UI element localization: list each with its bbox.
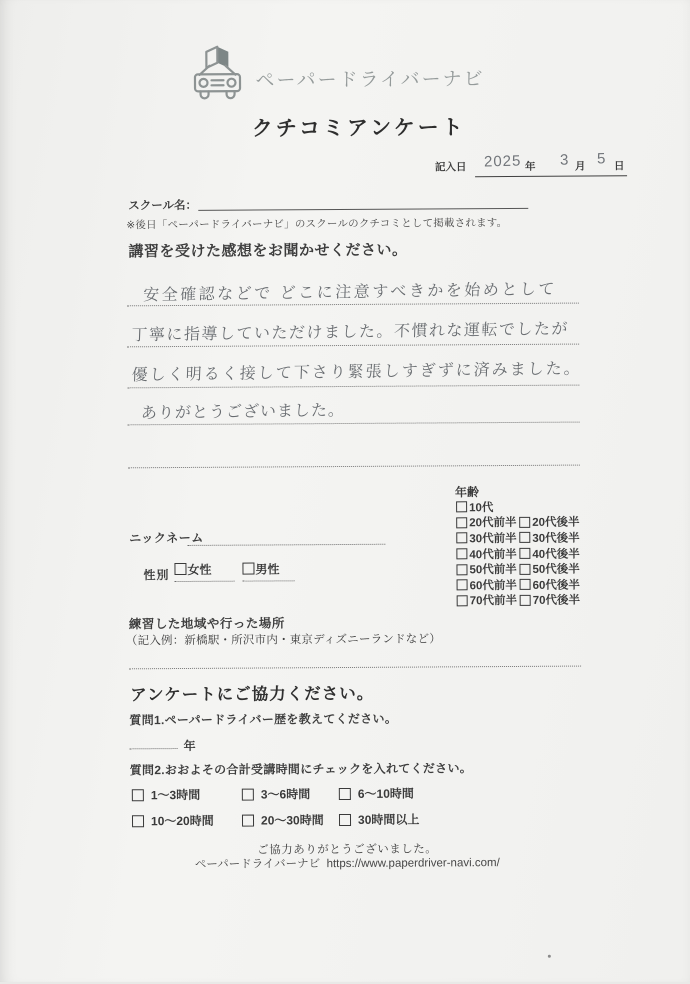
age-option-label: 50代前半 bbox=[469, 564, 517, 577]
checkbox-icon bbox=[519, 548, 530, 559]
q2-option-label: 20～30時間 bbox=[260, 813, 324, 828]
age-row bbox=[456, 561, 579, 577]
age-row bbox=[456, 545, 579, 561]
q2-option-1 bbox=[132, 786, 200, 803]
gender-option-label: 男性 bbox=[255, 562, 280, 577]
checkbox-icon bbox=[456, 548, 467, 559]
age-row bbox=[457, 577, 580, 593]
gender-label: 性別 bbox=[143, 568, 170, 583]
gender-option-male bbox=[242, 560, 294, 581]
checkbox-icon bbox=[456, 517, 467, 528]
age-row bbox=[456, 514, 579, 530]
age-label: 年齢 bbox=[454, 485, 480, 500]
q2-option-4 bbox=[132, 812, 214, 829]
handwritten-text: 優しく明るく接して下さり緊張しすぎずに済みました。 bbox=[131, 360, 582, 385]
date-month-value: 3 bbox=[559, 151, 570, 169]
footer-url: https://www.paperdriver-navi.com/ bbox=[326, 857, 500, 871]
checkbox-icon bbox=[457, 595, 468, 606]
car-book-icon bbox=[190, 43, 244, 103]
checkbox-icon bbox=[456, 533, 467, 544]
nickname-field bbox=[187, 522, 385, 546]
checkbox-icon bbox=[242, 788, 254, 800]
checkbox-icon bbox=[339, 787, 351, 799]
feedback-line-1 bbox=[127, 262, 579, 307]
q2-option-2 bbox=[242, 785, 310, 802]
date-year-value: 2025 bbox=[483, 152, 522, 171]
age-option-label: 20代前半 bbox=[469, 517, 517, 530]
checkbox-icon bbox=[456, 564, 467, 575]
age-row bbox=[457, 592, 580, 608]
brand-name: ペーパードライバーナビ bbox=[255, 69, 485, 92]
brand-logo bbox=[190, 43, 244, 103]
age-option-label: 10代 bbox=[469, 501, 494, 515]
footer-brand: ペーパードライバーナビ bbox=[194, 858, 321, 871]
handwritten-text: 安全確認などで どこに注意すべきかを始めとして bbox=[142, 281, 558, 305]
q2-option-label: 30時間以上 bbox=[357, 812, 420, 827]
date-year-suffix: 年 bbox=[524, 160, 536, 173]
gender-option-label: 女性 bbox=[187, 562, 212, 577]
checkbox-icon bbox=[519, 517, 530, 528]
feedback-line-4 bbox=[127, 381, 579, 426]
handwritten-text: 丁寧に指導していただけました。不慣れな運転でしたが bbox=[131, 320, 570, 345]
date-field bbox=[475, 148, 627, 177]
age-option-label: 30代後半 bbox=[532, 532, 580, 545]
q2-option-label: 3～6時間 bbox=[260, 787, 311, 802]
gender-option-female bbox=[174, 561, 234, 582]
checkbox-icon bbox=[520, 579, 531, 590]
school-name-field bbox=[198, 179, 528, 211]
survey-heading: アンケートにご協力ください。 bbox=[130, 684, 375, 705]
q2-option-6 bbox=[339, 811, 419, 828]
date-day-suffix: 日 bbox=[613, 160, 625, 173]
age-option-label: 40代前半 bbox=[469, 548, 517, 561]
age-option-label: 40代後半 bbox=[532, 548, 580, 561]
feedback-line-2 bbox=[127, 303, 579, 348]
footer-thanks: ご協力ありがとうございました。 bbox=[257, 843, 438, 857]
checkbox-icon bbox=[519, 532, 530, 543]
survey-q1: 質問1.ペーパードライバー歴を教えてください。 bbox=[129, 711, 398, 728]
age-row bbox=[456, 499, 579, 515]
age-checkbox-group bbox=[456, 499, 580, 609]
date-label: 記入日 bbox=[434, 161, 467, 174]
q2-option-label: 1～3時間 bbox=[150, 787, 201, 803]
practice-example: （記入例：新橋駅・所沢市内・東京ディズニーランドなど） bbox=[125, 633, 441, 648]
school-name-label: スクール名： bbox=[128, 199, 198, 213]
survey-q2: 質問2.おおよその合計受講時間にチェックを入れてください。 bbox=[129, 761, 473, 778]
checkbox-icon bbox=[519, 564, 530, 575]
q2-option-5 bbox=[242, 811, 324, 828]
feedback-heading: 講習を受けた感想をお聞かせください。 bbox=[128, 241, 408, 261]
checkbox-icon bbox=[457, 580, 468, 591]
checkbox-icon bbox=[174, 563, 186, 575]
q2-option-3 bbox=[339, 785, 414, 802]
date-day-value: 5 bbox=[596, 150, 607, 168]
age-option-label: 50代後半 bbox=[532, 563, 580, 577]
q1-year-unit: 年 bbox=[183, 738, 196, 753]
checkbox-icon bbox=[132, 789, 144, 801]
checkbox-icon bbox=[242, 563, 254, 575]
footer-brand-url bbox=[2, 853, 690, 873]
age-option-label: 70代後半 bbox=[532, 594, 581, 608]
handwritten-text: ありがとうございました。 bbox=[140, 402, 346, 423]
checkbox-icon bbox=[339, 813, 351, 825]
age-option-label: 70代前半 bbox=[469, 595, 518, 608]
practice-heading: 練習した地域や行った場所 bbox=[128, 616, 285, 632]
q2-option-label: 10～20時間 bbox=[150, 813, 214, 829]
checkbox-icon bbox=[456, 502, 467, 513]
nickname-label: ニックネーム bbox=[129, 530, 204, 546]
feedback-line-5 bbox=[128, 423, 580, 469]
checkbox-icon bbox=[520, 595, 531, 606]
age-option-label: 30代前半 bbox=[469, 532, 517, 546]
age-row bbox=[456, 530, 579, 546]
page-title: クチコミアンケート bbox=[251, 116, 466, 141]
date-month-suffix: 月 bbox=[574, 160, 586, 173]
age-option-label: 60代後半 bbox=[532, 579, 580, 592]
age-option-label: 60代前半 bbox=[469, 579, 517, 593]
q1-year-field bbox=[129, 732, 177, 749]
age-option-label: 20代後半 bbox=[532, 516, 580, 530]
section-divider bbox=[129, 666, 581, 670]
scan-artifact-dot bbox=[548, 955, 551, 958]
checkbox-icon bbox=[242, 814, 254, 826]
school-note: ※後日「ペーパードライバーナビ」のスクールのクチコミとして掲載されます。 bbox=[126, 217, 508, 232]
checkbox-icon bbox=[132, 815, 144, 827]
q2-option-label: 6～10時間 bbox=[357, 786, 414, 801]
